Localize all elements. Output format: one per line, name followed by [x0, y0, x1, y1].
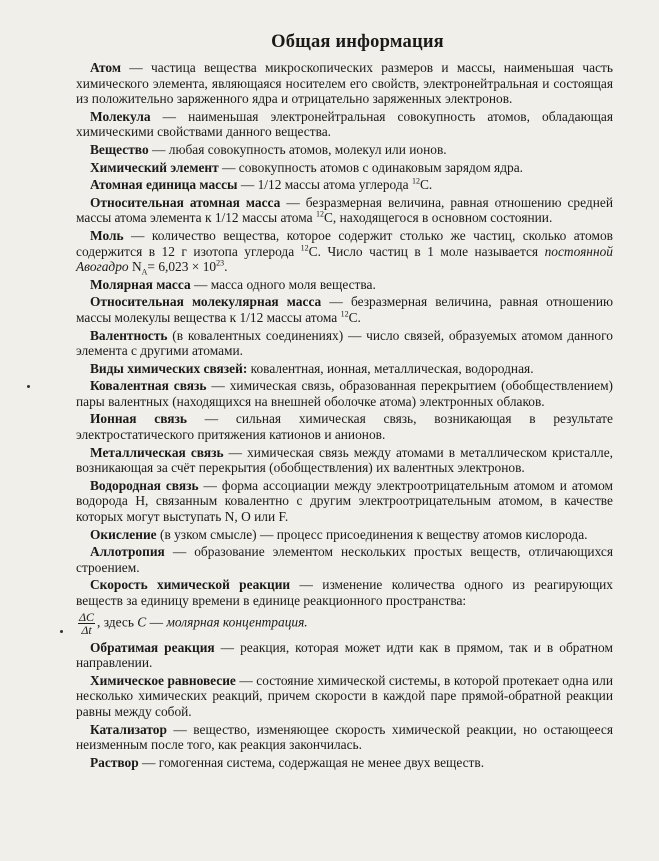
entry-atom [76, 60, 613, 107]
formula-description: молярная концентрация. [166, 614, 308, 630]
term: Валентность [90, 327, 168, 343]
dash: — [173, 721, 187, 737]
isotope-superscript: 12 [315, 209, 324, 219]
entry-reaction-rate [76, 577, 613, 608]
term: Атом [90, 60, 121, 75]
dash: — [129, 60, 143, 75]
term: Молекула [90, 108, 151, 124]
term: Окисление [90, 526, 157, 542]
definition: химическая связь, образованная перекрытием (обобществлением) пары валентных (находящихся на внешней оболочке атома) электронных облаков. [76, 378, 613, 409]
entry-catalyst [76, 722, 613, 753]
rate-fraction [78, 611, 95, 636]
term-note: (в узком смысле) [159, 526, 257, 542]
definition: процесс присоединения к веществу атомов кислорода. [276, 526, 588, 542]
term: Скорость химической реакции [90, 577, 291, 593]
entry-allotropy [76, 544, 613, 575]
entry-mole [76, 228, 613, 275]
dash: — [220, 639, 235, 655]
definition: любая совокупность атомов, молекул или ионов. [168, 141, 447, 157]
definition-end: . [224, 259, 228, 275]
dash: — [203, 477, 217, 493]
formula-variable: C [137, 614, 147, 630]
dash: — [152, 141, 166, 157]
dash: — [194, 276, 208, 292]
definition-end: C. [348, 309, 361, 325]
avogadro-exponent: 23 [216, 258, 225, 268]
term: Аллотропия [90, 544, 165, 560]
definition: изменение количества одного из реагирующих веществ за единицу времени в единице реакционного пространства: [76, 577, 613, 608]
dash: — [142, 754, 156, 770]
definition: частица вещества микроскопических размеров и массы, наименьшая часть химического элемента, являющаяся носителем его свойств, электронейтральная и состоящая из положительно заряженного ядра и отрицательно заряженных электронов. [76, 60, 613, 107]
definition: сильная химическая связь, возникающая в результате электростатического притяжения катионов и анионов. [76, 411, 613, 443]
dash: — [222, 159, 236, 175]
entry-covalent-bond [76, 378, 613, 409]
entry-solution [76, 755, 613, 771]
definition: совокупность атомов с одинаковым зарядом ядра. [238, 159, 524, 175]
term: Относительная атомная масса [90, 194, 281, 210]
avogadro-symbol: N [131, 259, 142, 275]
dash: — [172, 544, 187, 560]
isotope-superscript: 12 [411, 176, 420, 186]
dash: — [260, 526, 274, 542]
avogadro-term: постоянной Авогадро [76, 243, 613, 275]
dash: — [240, 177, 255, 193]
entry-valence [76, 328, 613, 359]
definition: безразмерная величина, равная отношению средней массы атома элемента к 1/12 массы атома [76, 194, 613, 226]
term-note: (в ковалентных соединениях) [172, 327, 344, 343]
dash: — [131, 227, 145, 243]
term: Ионная связь [90, 411, 187, 427]
dash: — [329, 294, 343, 310]
entry-molar-mass [76, 277, 613, 293]
dash: — [299, 577, 313, 593]
definition-end: C. [419, 177, 433, 193]
entry-bond-types [76, 361, 613, 377]
definition: ковалентная, ионная, металлическая, водородная. [250, 360, 534, 376]
definition: состояние химической системы, в которой протекает одна или несколько химических реакций, причем скорости в каждой паре прямой-обратной реакции равны между собой. [76, 672, 614, 719]
term: Молярная масса [90, 276, 191, 292]
entry-molecule [76, 109, 613, 140]
avogadro-value: = 6,023 × 10 [147, 259, 217, 275]
definition: число связей, образуемых атомом данного элемента с другими атомами. [76, 327, 613, 359]
entry-hydrogen-bond [76, 478, 613, 525]
definition-mid: C. Число частиц в 1 моле называется [308, 243, 539, 259]
fraction-denominator: Δt [81, 622, 92, 637]
dash: — [347, 327, 362, 343]
definition-end: C, находящегося в основном состоянии. [323, 210, 553, 226]
entry-amu [76, 177, 613, 193]
term: Раствор [90, 754, 139, 770]
dash: — [211, 378, 225, 394]
margin-dot [27, 385, 30, 388]
page-title: Общая информация [271, 32, 444, 52]
term: Катализатор [90, 721, 167, 737]
term: Ковалентная связь [90, 378, 207, 394]
term: Моль [90, 227, 124, 243]
definition: 1/12 массы атома углерода [257, 177, 409, 193]
definition: наименьшая электронейтральная совокупность атомов, обладающая химическими свойствами данного вещества. [76, 108, 613, 140]
term: Виды химических связей: [90, 360, 248, 376]
isotope-superscript: 12 [340, 309, 349, 319]
margin-dot [60, 630, 63, 633]
fraction-numerator: ΔC [79, 609, 95, 624]
definition: безразмерная величина, равная отношению массы молекулы вещества к 1/12 массы атома [76, 294, 613, 325]
definition: реакция, которая может идти как в прямом, так и в обратном направлении. [76, 639, 613, 671]
definition: гомогенная система, содержащая не менее двух веществ. [158, 754, 485, 770]
definition: масса одного моля вещества. [210, 276, 376, 292]
term: Относительная молекулярная масса [90, 294, 322, 310]
dash: — [228, 444, 243, 460]
term: Атомная единица массы [90, 177, 238, 193]
entry-chemical-equilibrium [76, 673, 613, 720]
entry-substance [76, 142, 613, 158]
term: Обратимая реакция [90, 639, 215, 655]
definition: вещество, изменяющее скорость химической реакции, но остающееся неизменным после того, как реакция закончилась. [76, 721, 613, 753]
term: Химический элемент [90, 159, 219, 175]
definition: образование элементом нескольких простых веществ, отличающихся строением. [76, 544, 614, 575]
definition: форма ассоциации между электроотрицательным атомом и атомом водорода H, связанным ковалентно с другим электроотрицательным атомом, в качестве которых могут выступать N, O или F. [76, 477, 613, 525]
term: Металлическая связь [90, 444, 224, 460]
entry-element [76, 160, 613, 176]
entry-ionic-bond [76, 411, 613, 442]
dash: — [162, 108, 176, 124]
term: Водородная связь [90, 477, 199, 493]
entry-metallic-bond [76, 445, 613, 476]
avogadro-subscript: A [141, 267, 148, 277]
entry-reversible-reaction [76, 640, 613, 671]
dash: — [204, 411, 219, 427]
formula-text: , здесь [97, 614, 134, 630]
dash: — [239, 672, 253, 688]
definition: химическая связь между атомами в металлическом кристалле, возникающая за счёт перекрытия (обобществления) их валентных электронов. [76, 444, 613, 476]
term: Вещество [90, 141, 149, 157]
formula-dash: — [149, 614, 163, 630]
definition: количество вещества, которое содержит столько же частиц, сколько атомов содержится в 12 г изотопа углерода [76, 227, 613, 259]
isotope-superscript: 12 [300, 243, 309, 253]
entry-oxidation [76, 527, 613, 543]
term: Химическое равновесие [90, 672, 236, 688]
rate-formula [76, 611, 613, 636]
entry-relative-molecular-mass [76, 294, 613, 325]
entry-relative-atomic-mass [76, 195, 613, 226]
dash: — [286, 194, 300, 210]
